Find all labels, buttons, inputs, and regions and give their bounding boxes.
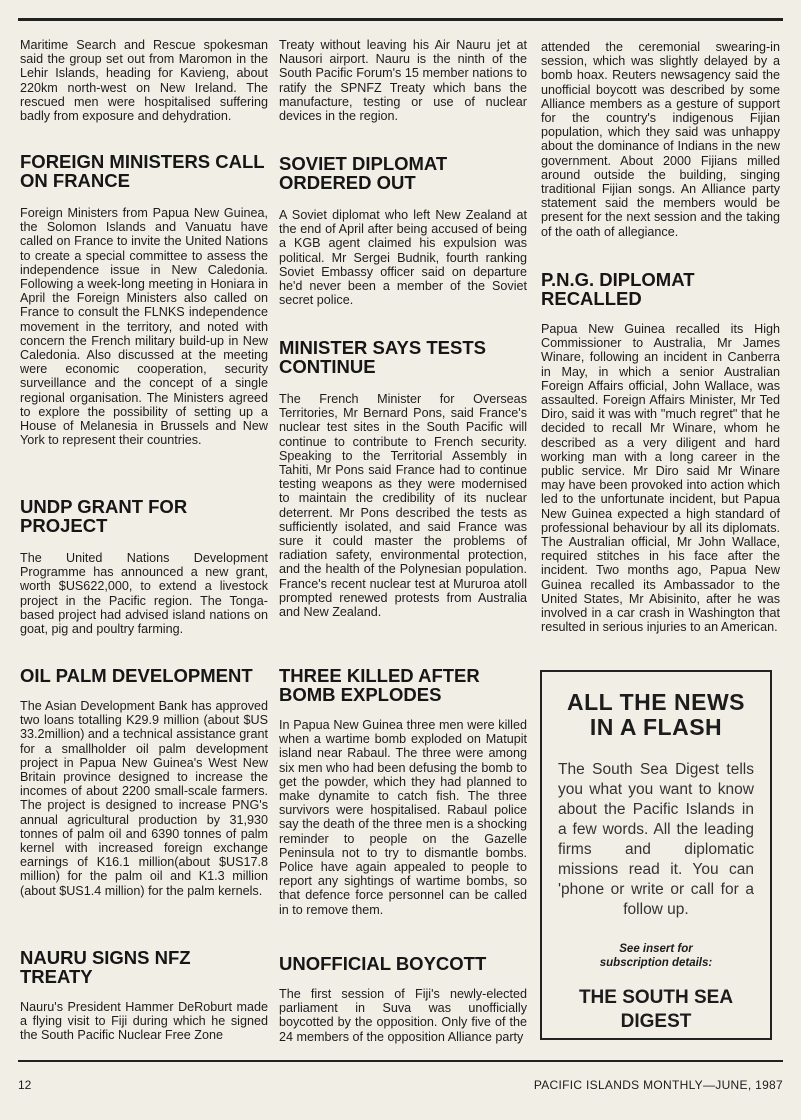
ad-brand-line2: DIGEST [620,1011,692,1032]
story-right-1 [541,270,780,634]
ad-insert-line1: See insert for [619,943,693,955]
story-left-1 [20,152,268,447]
story-left-0 [20,38,268,123]
story-body: Papua New Guinea recalled its High Commissioner to Australia, Mr James Winare, following an incident in Canberra in May, in which a senior Australian Foreign Affairs official, John Wallace, was assaulted. Foreign Affairs Minister, Mr Ted Diro, said it was with "much regret" that he decided to recall Mr Winare, whom he described as a very diligent and hard working man with a long career in the public service. Mr Diro said Mr Winare may have been provoked into action which led to the unfortunate incident, but Papua New Guinea expected a high standard of professional behaviour by all its diplomats. The Australian official, Mr John Wallace, required stitches in his face after the incident. Two months ago, Papua New Guinea recalled its Ambassador to the United States, Mr Abisinito, after he was involved in a car crash in Washington that resulted in serious injuries to an American. [541,322,780,635]
story-headline: OIL PALM DEVELOPMENT [20,665,253,686]
bottom-rule [18,1060,783,1062]
story-body: The French Minister for Overseas Territories, Mr Bernard Pons, said France's nuclear test sites in the South Pacific will continue to contribute to French security. Speaking to the Territorial Assembly in Tahiti, Mr Pons said France had to continue testing weapons as they were modernised to maintain the credibility of its nuclear deterrent. Mr Pons described the tests as sufficiently isolated, and said France was sure it could master the problems of radiation safety, environmental protection, and the health of the Polynesian population. France's recent nuclear test at Mururoa atoll prompted renewed protests from Australia and New Zealand. [279,392,527,620]
story-left-3 [20,666,268,898]
story-middle-2 [279,338,527,619]
top-rule [18,18,783,21]
story-body: The first session of Fiji's newly-elected parliament in Suva was unofficially boycotted by the opposition. Only five of the 24 members of the opposition Alliance party [279,987,527,1044]
ad-headline-line2: IN A FLASH [589,714,723,740]
ad-brand [542,986,770,1034]
story-headline: MINISTER SAYS TESTS CONTINUE [279,337,486,377]
story-body: The United Nations Development Programme has announced a new grant, worth $US622,000, to extend a livestock project in the Pacific region. The Tonga-based project had advised island nations on goat, pig and poultry farming. [20,551,268,637]
story-headline: SOVIET DIPLOMAT ORDERED OUT [279,153,448,193]
ad-headline [542,690,770,740]
story-headline: NAURU SIGNS NFZ TREATY [20,947,191,987]
story-middle-4 [279,954,527,1044]
story-body: In Papua New Guinea three men were killed when a wartime bomb exploded on Matupit island near Rabaul. The three were among six men who had been defusing the bomb to get the powder, which they had planned to make dynamite to catch fish. The three survivors were hospitalised. Rabaul police say the death of the three men is a shocking reminder to people on the Gazelle Peninsula not to try to dismantle bombs. Police have again appealed to people to report any sightings of wartime bombs, so that defence force personnel can be called in to remove them. [279,718,527,917]
story-body: The Asian Development Bank has approved two loans totalling K29.9 million (about $US 33.2million) and a technical assistance grant for a smallholder oil palm development project in Papua New Guinea's West New Britain province designed to increase the incomes of about 2200 small-scale farmers. The project is designed to increase PNG's annual agricultural production by 31,930 tonnes of palm oil and 6390 tonnes of palm kernel with increased foreign exchange earnings of K16.1 million(about $US17.8 million) for the palm oil and K1.3 million (about $US1.4 million) for the palm kernels. [20,699,268,898]
ad-brand-line1: THE SOUTH SEA [578,987,734,1008]
advertisement-box [540,670,772,1040]
story-left-2 [20,497,268,636]
story-left-4 [20,948,268,1043]
publication-footer: PACIFIC ISLANDS MONTHLY—JUNE, 1987 [533,1078,783,1092]
story-middle-1 [279,154,527,307]
story-body: Foreign Ministers from Papua New Guinea, the Solomon Islands and Vanuatu have called on France to invite the United Nations to create a special committee to assess the independence issue in New Caledonia. Following a week-long meeting in Honiara in April the Foreign Ministers also called on France to consult the FLNKS independence movement in the territory, and noted with concern the French military build-up in New Caledonia. Also discussed at the meeting were economic cooperation, security surveillance and the concept of a single regional organisation. The Ministers agreed to explore the possibility of setting up a House of Melanesia in Brussels and New York to represent their countries. [20,206,268,448]
story-body: attended the ceremonial swearing-in session, which was slightly delayed by a bomb hoax. Reuters newsagency said the unofficial boycott was described by some Alliance members as a gesture of support for the country's indigenous Fijian population, which they said was unhappy about the dominance of Indians in the new government. About 2000 Fijians milled around outside the building, singing traditional Fijian songs. An Alliance party statement said the members would be present for the next session and the taking of the oath of allegiance. [541,40,780,239]
story-headline: UNOFFICIAL BOYCOTT [279,953,487,974]
story-headline: UNDP GRANT FOR PROJECT [20,496,188,536]
story-middle-0 [279,38,527,123]
story-body: A Soviet diplomat who left New Zealand at the end of April after being accused of being a KGB agent claimed his expulsion was political. Mr Sergei Budnik, fourth ranking Soviet Embassy officer said on departure he'd never been a member of the Soviet secret police. [279,208,527,308]
story-body: Nauru's President Hammer DeRoburt made a flying visit to Fiji during which he signed the South Pacific Nuclear Free Zone [20,1000,268,1043]
page-number: 12 [18,1078,32,1092]
story-body: Treaty without leaving his Air Nauru jet at Nausori airport. Nauru is the ninth of the South Pacific Forum's 15 member nations to ratify the SPNFZ Treaty which bans the manufacture, testing or use of nuclear devices in the region. [279,38,527,124]
story-headline: THREE KILLED AFTER BOMB EXPLODES [279,665,480,705]
ad-body: The South Sea Digest tells you what you want to know about the Pacific Islands in a few words. All the leading firms and diplomatic missions read it. You can 'phone or write or call for a follow up. [558,761,754,918]
ad-headline-line1: ALL THE NEWS [566,689,746,715]
ad-insert-note [542,942,770,970]
story-headline: FOREIGN MINISTERS CALL ON FRANCE [20,151,265,191]
story-body: Maritime Search and Rescue spokesman said the group set out from Maromon in the Lehir Islands, heading for Kavieng, about 220km north-west on New Ireland. The rescued men were hospitalised suffering badly from exposure and dehydration. [20,38,268,124]
story-middle-3 [279,666,527,917]
story-headline: P.N.G. DIPLOMAT RECALLED [541,269,695,309]
ad-insert-line2: subscription details: [599,957,713,969]
story-right-0 [541,40,780,239]
